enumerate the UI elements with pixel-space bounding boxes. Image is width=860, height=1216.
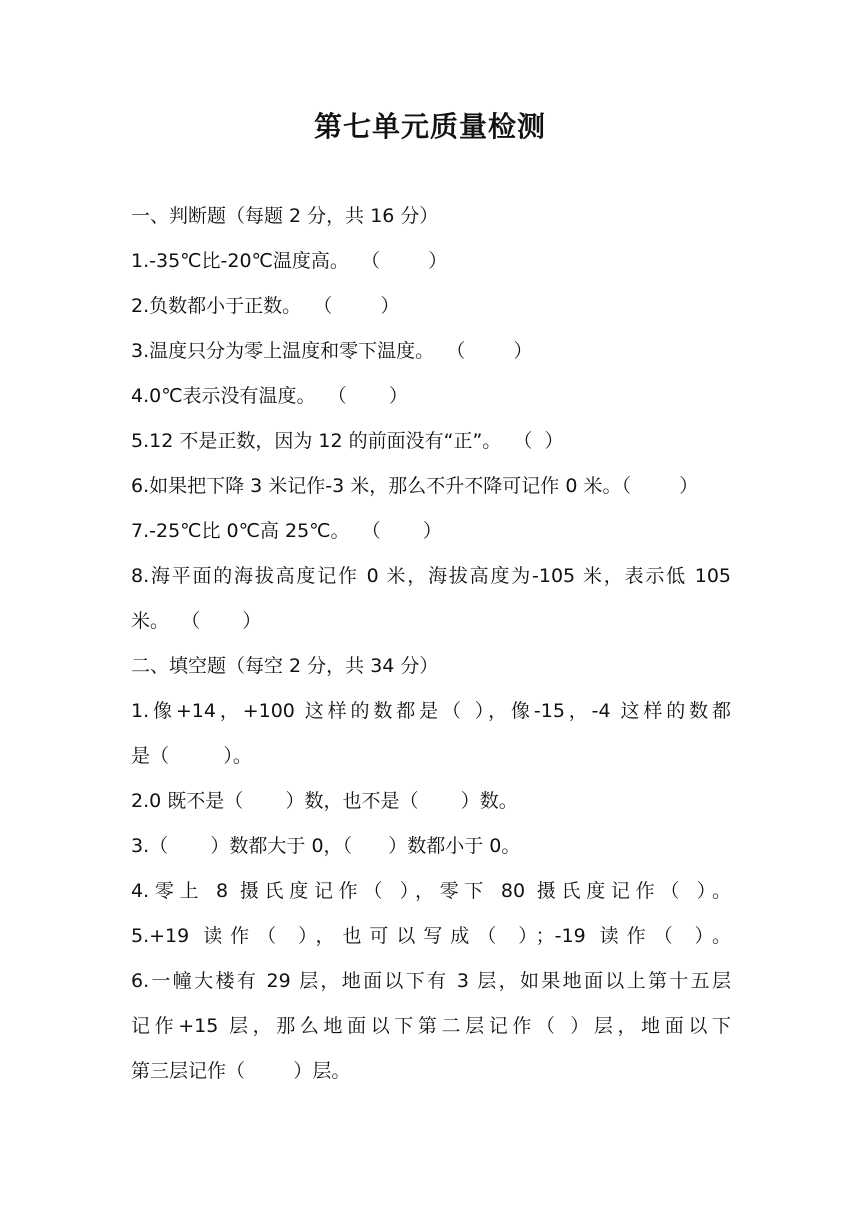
question-line: 5.12 不是正数，因为 12 的前面没有“正”。 （ ）: [131, 430, 564, 452]
question-line: 5.+19 读作（ ），也可以写成（ ）；-19 读作（ ）。: [131, 925, 731, 947]
question-line: 3.温度只分为零上温度和零下温度。 （ ）: [131, 340, 533, 362]
question-line: 2.负数都小于正数。 （ ）: [131, 295, 400, 317]
question-line: 3.（ ）数都大于 0，（ ）数都小于 0。: [131, 835, 521, 857]
question-line: 1.-35℃比-20℃温度高。 （ ）: [131, 250, 448, 272]
question-line-continuation: 是（ ）。: [131, 745, 252, 767]
question-line: 4.0℃表示没有温度。 （ ）: [131, 385, 408, 407]
section-heading-fill-blank: 二、填空题（每空 2 分，共 34 分）: [131, 655, 439, 677]
page-title: 第七单元质量检测: [313, 110, 546, 143]
question-line: 6.一幢大楼有 29 层，地面以下有 3 层，如果地面以上第十五层: [131, 970, 731, 992]
question-line: 4.零上 8 摄氏度记作（ ），零下 80 摄氏度记作（ ）。: [131, 880, 731, 902]
question-line: 6.如果把下降 3 米记作-3 米，那么不升不降可记作 0 米。（ ）: [131, 475, 699, 497]
question-content: [131, 194, 731, 1094]
question-line: 1.像+14，+100 这样的数都是（ ），像-15，-4 这样的数都: [131, 700, 731, 722]
question-line-continuation: 记作+15 层，那么地面以下第二层记作（ ）层，地面以下: [131, 1015, 731, 1037]
question-line-continuation: 米。 （ ）: [131, 610, 262, 632]
question-line-continuation: 第三层记作（ ）层。: [131, 1060, 351, 1082]
question-line: 2.0 既不是（ ）数，也不是（ ）数。: [131, 790, 518, 812]
section-heading-true-false: 一、判断题（每题 2 分，共 16 分）: [131, 205, 439, 227]
question-line: 8.海平面的海拔高度记作 0 米，海拔高度为-105 米，表示低 105: [131, 565, 731, 587]
question-line: 7.-25℃比 0℃高 25℃。 （ ）: [131, 520, 442, 542]
